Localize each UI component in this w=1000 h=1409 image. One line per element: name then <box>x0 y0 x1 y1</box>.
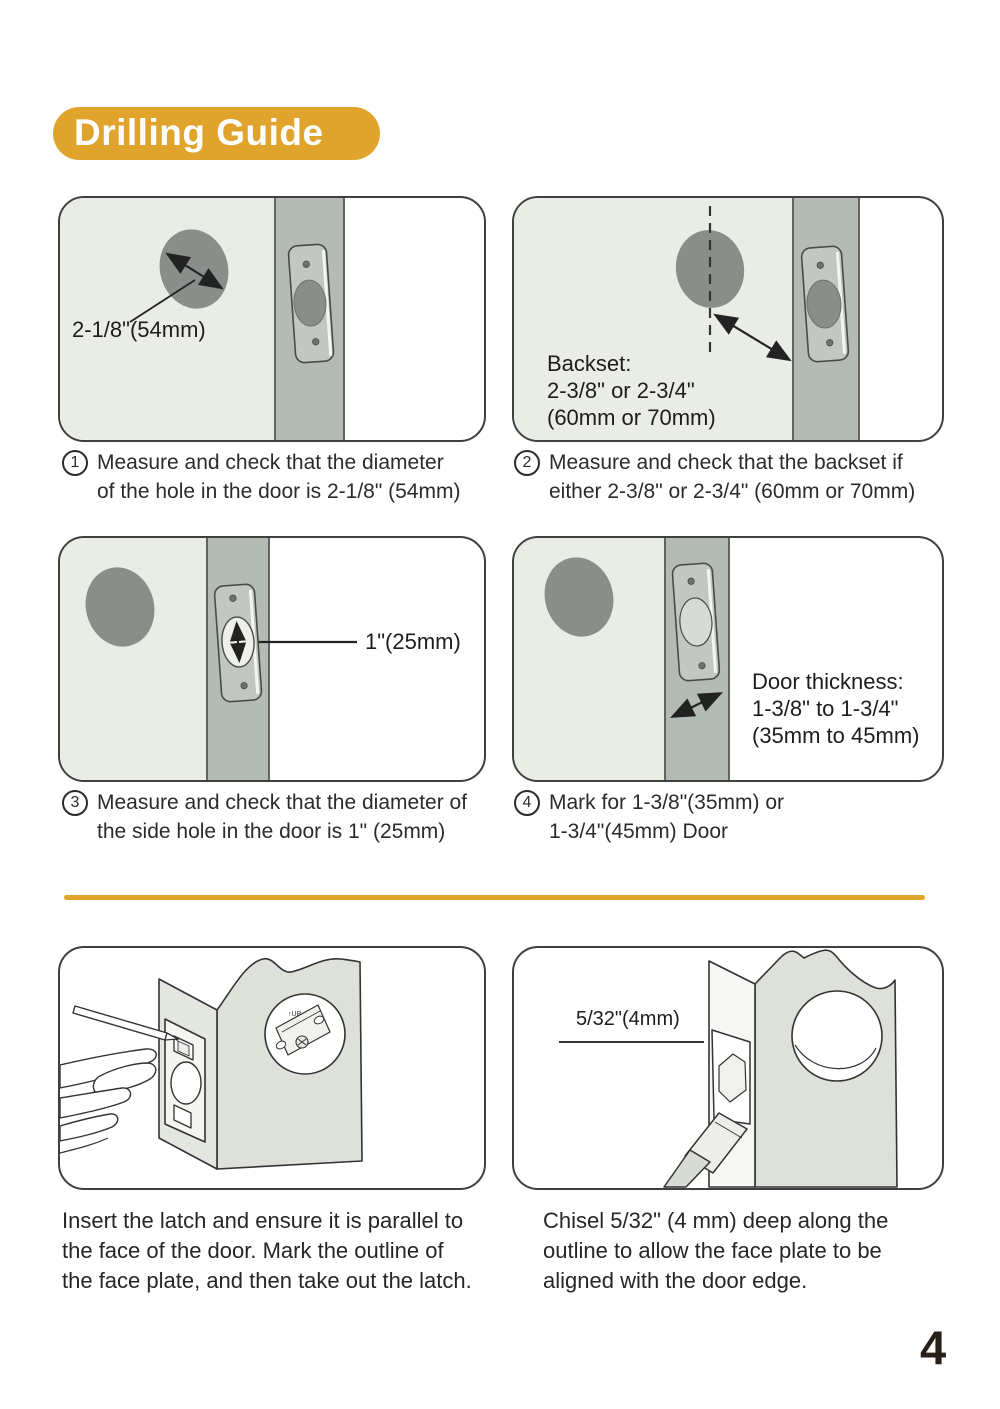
chisel-caption-line1: Chisel 5/32" (4 mm) deep along the <box>543 1208 889 1233</box>
step4-number-circle: 4 <box>514 790 540 816</box>
drilling-guide-title-badge <box>53 107 380 160</box>
step2-number-circle: 2 <box>514 450 540 476</box>
door-thickness-label-line1: Door thickness: <box>752 669 904 694</box>
chisel-caption <box>543 1206 963 1296</box>
insert-latch-caption-line2: the face of the door. Mark the outline of <box>62 1238 444 1263</box>
step2-diagram-panel <box>512 196 944 442</box>
page-number: 4 <box>920 1321 947 1374</box>
step3-caption-line1: Measure and check that the diameter of <box>97 791 468 814</box>
door-thickness-label-line3: (35mm to 45mm) <box>752 723 920 748</box>
step2-caption-line2: either 2-3/8" or 2-3/4" (60mm or 70mm) <box>549 480 916 503</box>
step4-caption-line1: Mark for 1-3/8"(35mm) or <box>549 791 784 814</box>
step3-side-hole-diagram <box>60 538 484 780</box>
insert-latch-caption <box>62 1206 512 1296</box>
backset-label-line1: Backset: <box>547 351 632 376</box>
door-thickness-label-line2: 1-3/8" to 1-3/4" <box>752 696 899 721</box>
chisel-caption-line2: outline to allow the face plate to be <box>543 1238 882 1263</box>
chisel-depth-label: 5/32"(4mm) <box>576 1008 680 1030</box>
backset-label-line2: 2-3/8" or 2-3/4" <box>547 378 695 403</box>
page-title: Drilling Guide <box>74 112 324 153</box>
step2-caption <box>514 448 954 506</box>
chisel-caption-line3: aligned with the door edge. <box>543 1268 808 1293</box>
chisel-mortise-diagram <box>514 948 942 1188</box>
latch-up-marking: ↑UP <box>288 1011 302 1018</box>
insert-latch-diagram-panel <box>58 946 486 1190</box>
hole-diameter-label: 2-1/8"(54mm) <box>72 317 206 342</box>
step1-number-circle: 1 <box>62 450 88 476</box>
insert-latch-hand-diagram <box>60 948 484 1188</box>
step3-caption <box>62 788 512 846</box>
step1-caption-line1: Measure and check that the diameter <box>97 451 444 474</box>
step3-diagram-panel <box>58 536 486 782</box>
step4-diagram-panel <box>512 536 944 782</box>
section-divider-line <box>64 895 925 900</box>
side-hole-diameter-label: 1"(25mm) <box>365 629 461 654</box>
step3-number-circle: 3 <box>62 790 88 816</box>
step4-caption-line2: 1-3/4"(45mm) Door <box>549 820 729 843</box>
backset-label-line3: (60mm or 70mm) <box>547 405 716 430</box>
chisel-diagram-panel <box>512 946 944 1190</box>
insert-latch-caption-line3: the face plate, and then take out the latch. <box>62 1268 472 1293</box>
step3-caption-line2: the side hole in the door is 1" (25mm) <box>97 820 446 843</box>
step1-diagram-panel <box>58 196 486 442</box>
step1-caption <box>62 448 502 506</box>
step4-caption <box>514 788 954 846</box>
step1-caption-line2: of the hole in the door is 2-1/8" (54mm) <box>97 480 461 503</box>
step2-caption-line1: Measure and check that the backset if <box>549 451 903 474</box>
insert-latch-caption-line1: Insert the latch and ensure it is parallel to <box>62 1208 464 1233</box>
